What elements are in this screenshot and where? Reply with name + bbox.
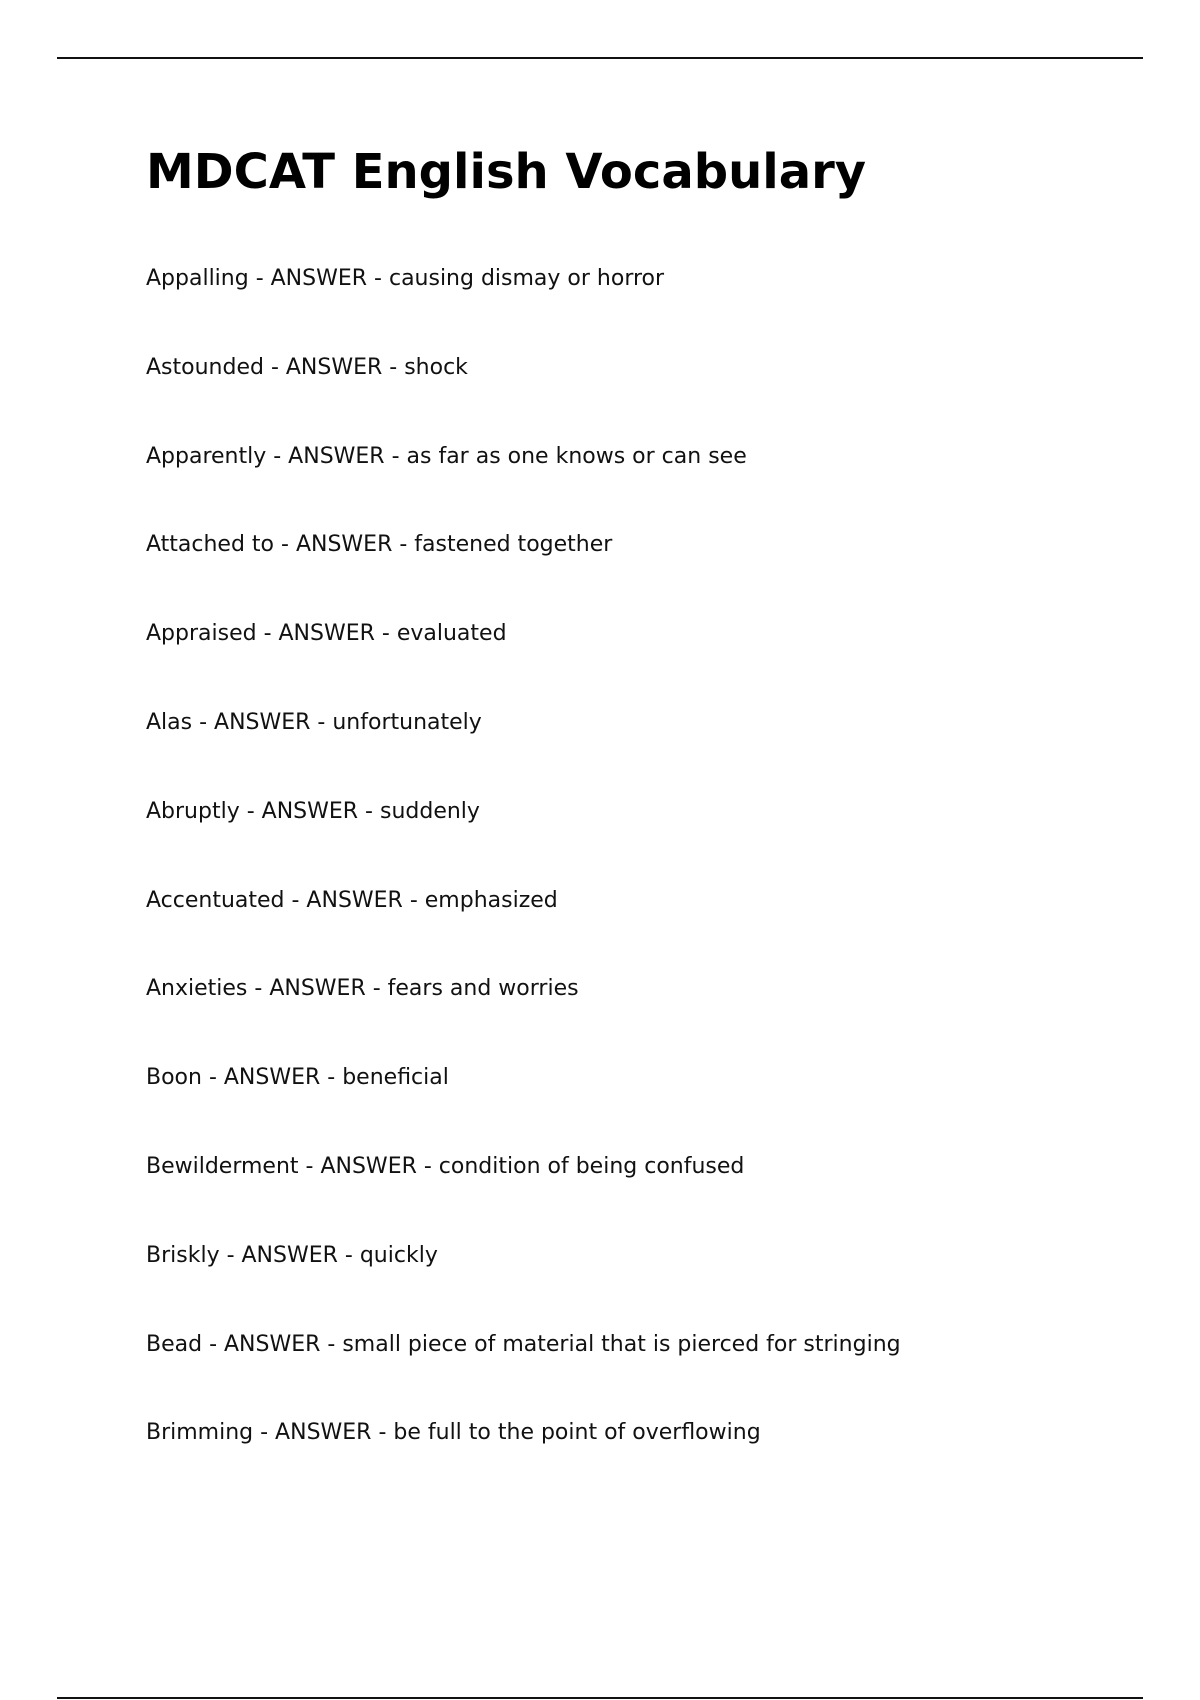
vocabulary-entry: Apparently - ANSWER - as far as one knows or can see (146, 443, 747, 469)
bottom-divider (57, 1697, 1143, 1699)
vocabulary-entry: Attached to - ANSWER - fastened together (146, 532, 613, 558)
top-divider (57, 57, 1143, 59)
vocabulary-entry: Brimming - ANSWER - be full to the point of overflowing (146, 1420, 761, 1446)
vocabulary-entry: Appraised - ANSWER - evaluated (146, 621, 507, 647)
vocabulary-entry: Bewilderment - ANSWER - condition of being confused (146, 1153, 745, 1179)
vocabulary-entry: Boon - ANSWER - beneficial (146, 1065, 449, 1091)
vocabulary-list (146, 264, 901, 1507)
vocabulary-entry: Alas - ANSWER - unfortunately (146, 709, 482, 735)
vocabulary-entry: Briskly - ANSWER - quickly (146, 1242, 438, 1268)
vocabulary-entry: Astounded - ANSWER - shock (146, 354, 468, 380)
vocabulary-entry: Accentuated - ANSWER - emphasized (146, 887, 558, 913)
vocabulary-entry: Anxieties - ANSWER - fears and worries (146, 976, 579, 1002)
page-title: MDCAT English Vocabulary (146, 144, 867, 200)
vocabulary-entry: Abruptly - ANSWER - suddenly (146, 798, 480, 824)
vocabulary-entry: Bead - ANSWER - small piece of material that is pierced for stringing (146, 1331, 901, 1357)
vocabulary-entry: Appalling - ANSWER - causing dismay or horror (146, 266, 665, 291)
